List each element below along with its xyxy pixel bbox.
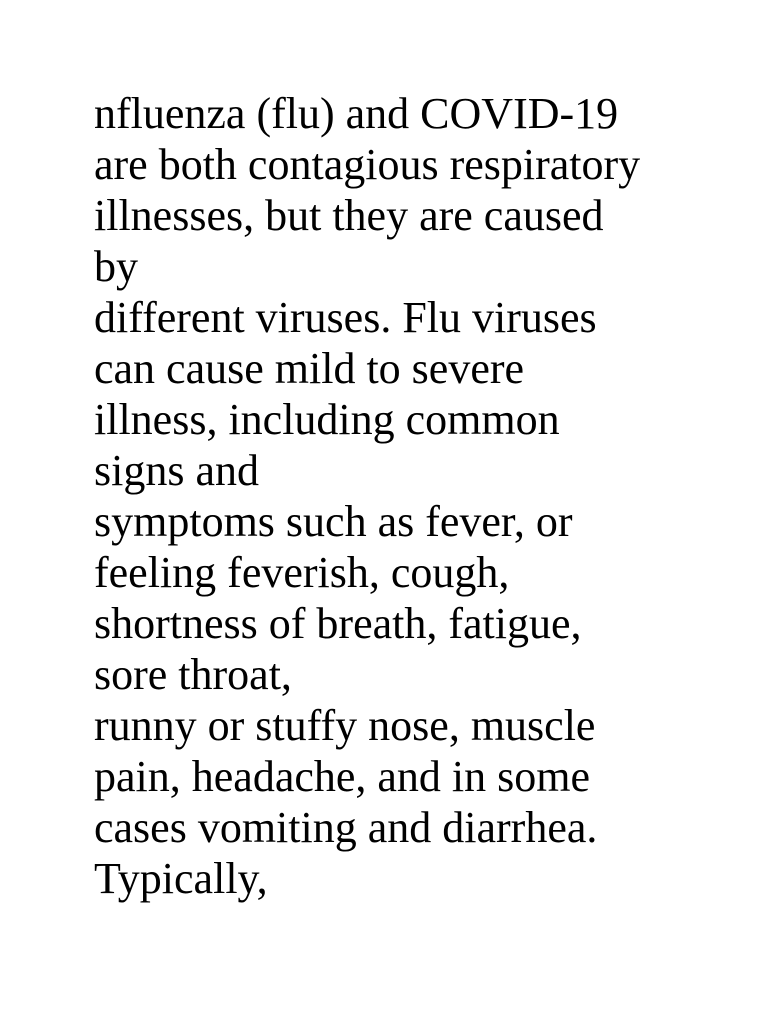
- text-line: by: [94, 242, 138, 291]
- text-line: cases vomiting and diarrhea.: [94, 803, 598, 852]
- text-line: different viruses. Flu viruses: [94, 293, 597, 342]
- text-line: illnesses, but they are caused: [94, 191, 604, 240]
- text-line: illness, including common: [94, 395, 560, 444]
- text-line: pain, headache, and in some: [94, 752, 591, 801]
- text-line: symptoms such as fever, or: [94, 497, 573, 546]
- text-line: runny or stuffy nose, muscle: [94, 701, 596, 750]
- text-line: Typically,: [94, 854, 268, 903]
- text-line: shortness of breath, fatigue,: [94, 599, 582, 648]
- text-line: are both contagious respiratory: [94, 140, 641, 189]
- text-line: feeling feverish, cough,: [94, 548, 510, 597]
- text-line: sore throat,: [94, 650, 292, 699]
- text-line: signs and: [94, 446, 259, 495]
- document-body-text: [94, 88, 754, 904]
- text-line: nfluenza (flu) and COVID-19: [94, 89, 619, 138]
- text-line: can cause mild to severe: [94, 344, 525, 393]
